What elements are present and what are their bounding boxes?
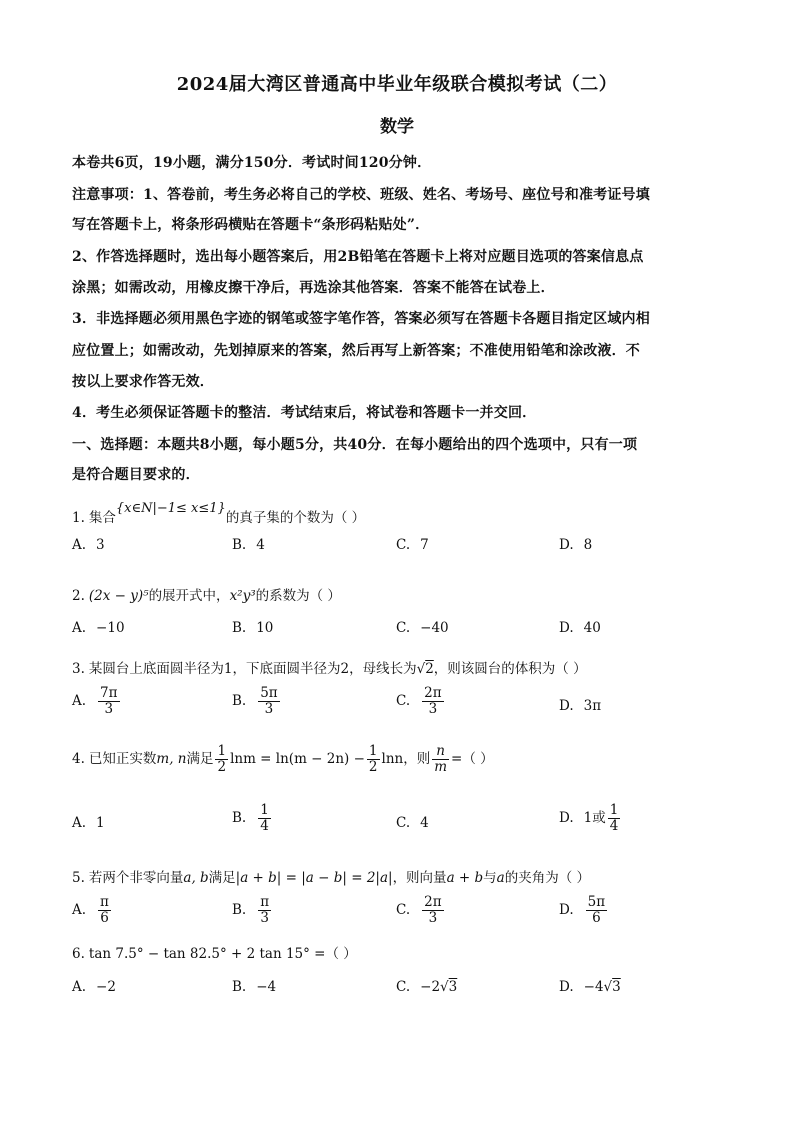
option-value: −4 xyxy=(583,979,604,995)
option-a[interactable] xyxy=(72,979,116,995)
option-c[interactable] xyxy=(396,537,429,553)
denominator: 4 xyxy=(609,817,619,834)
option-value: 1 xyxy=(96,815,105,831)
numerator: 2π xyxy=(424,685,442,701)
option-label: C. xyxy=(396,620,411,636)
numerator: 2π xyxy=(424,894,442,910)
question-text: 满足 xyxy=(186,750,214,767)
fraction xyxy=(432,744,449,775)
option-label: A. xyxy=(72,901,87,918)
question-2 xyxy=(72,584,722,604)
note-line: 涂黑；如需改动，用橡皮擦干净后，再选涂其他答案．答案不能答在试卷上． xyxy=(72,280,555,296)
option-d[interactable] xyxy=(559,895,609,926)
denominator: 3 xyxy=(264,700,274,717)
sqrt-value: 2 xyxy=(425,661,434,677)
denominator: 6 xyxy=(592,909,601,926)
option-label: C. xyxy=(396,692,411,709)
option-label: C. xyxy=(396,979,411,995)
option-value: 1或 xyxy=(583,809,606,826)
question-text: 的展开式中， xyxy=(148,588,230,604)
sqrt-value: 3 xyxy=(448,979,458,995)
question-5 xyxy=(72,866,722,886)
question-text: 某圆台上底面圆半径为1，下底面圆半径为2，母线长为 xyxy=(88,661,417,677)
option-a[interactable] xyxy=(72,620,125,636)
option-value: −2 xyxy=(96,979,116,995)
fraction xyxy=(258,803,271,834)
numerator: 1 xyxy=(260,802,269,818)
note-line: 注意事项：1、答卷前，考生务必将自己的学校、班级、姓名、考场号、座位号和准考证号填 xyxy=(72,187,650,203)
denominator: 3 xyxy=(104,700,114,717)
denominator: 2 xyxy=(368,758,378,775)
math-expression: a, b xyxy=(183,870,209,886)
note-line: 2、作答选择题时，选出每小题答案后，用2B铅笔在答题卡上将对应题目选项的答案信息点 xyxy=(72,249,644,265)
option-c[interactable] xyxy=(396,895,446,926)
option-b[interactable] xyxy=(232,686,282,717)
option-b[interactable] xyxy=(232,620,273,636)
question-text: 满足 xyxy=(208,870,236,886)
option-label: B. xyxy=(232,620,247,636)
option-value: −40 xyxy=(420,620,449,636)
exam-title: 2024届大湾区普通高中毕业年级联合模拟考试（二） xyxy=(176,74,618,95)
option-label: B. xyxy=(232,901,247,918)
fraction xyxy=(215,744,228,775)
question-text: 的夹角为（ ） xyxy=(504,870,591,886)
question-text: =（ ） xyxy=(451,750,494,767)
numerator: 1 xyxy=(217,743,227,759)
options-2 xyxy=(72,620,722,660)
numerator: 5π xyxy=(260,685,278,701)
option-value: −4 xyxy=(256,979,277,995)
sqrt-icon: √ xyxy=(416,661,426,677)
fraction xyxy=(422,895,443,926)
math-expression: tan 7.5° − tan 82.5° + 2 tan 15° = xyxy=(88,946,326,962)
note-line: 写在答题卡上，将条形码横贴在答题卡“条形码粘贴处”． xyxy=(72,217,430,233)
option-c[interactable] xyxy=(396,815,429,831)
question-number: 4. xyxy=(72,750,85,767)
math-expression: |a + b| = |a − b| = 2|a| xyxy=(235,870,393,886)
option-d[interactable] xyxy=(559,979,621,995)
option-a[interactable] xyxy=(72,895,113,926)
option-b[interactable] xyxy=(232,895,273,926)
denominator: 4 xyxy=(260,817,269,834)
option-label: A. xyxy=(72,815,87,831)
section-heading: 一、选择题：本题共8小题，每小题5分，共40分．在每小题给出的四个选项中，只有一项 xyxy=(72,437,638,453)
option-value: 7 xyxy=(420,537,429,553)
option-d[interactable] xyxy=(559,698,601,714)
denominator: 3 xyxy=(428,909,438,926)
option-value: 10 xyxy=(256,620,274,636)
option-label: C. xyxy=(396,537,411,553)
option-label: A. xyxy=(72,979,87,995)
option-value: 3 xyxy=(96,537,105,553)
option-value: 40 xyxy=(583,620,601,636)
option-b[interactable] xyxy=(232,979,276,995)
denominator: 3 xyxy=(260,909,269,926)
option-label: C. xyxy=(396,901,411,918)
numerator: n xyxy=(432,744,449,760)
note-line: 应位置上；如需改动，先划掉原来的答案，然后再写上新答案；不准使用铅笔和涂改液．不 xyxy=(72,343,640,359)
question-number: 2. xyxy=(72,588,85,604)
math-expression: a + b xyxy=(446,870,484,886)
option-value: −10 xyxy=(96,620,125,636)
option-label: B. xyxy=(232,537,247,553)
sqrt-value: 3 xyxy=(612,979,621,995)
math-expression: lnn，则 xyxy=(381,750,431,767)
denominator: 6 xyxy=(100,909,109,926)
option-label: D. xyxy=(559,809,574,826)
note-line: 3．非选择题必须用黑色字迹的钢笔或签字笔作答，答案必须写在答题卡各题目指定区域内相 xyxy=(72,311,650,327)
question-text: 与 xyxy=(483,870,497,886)
options-5 xyxy=(72,895,722,935)
option-label: B. xyxy=(232,692,247,709)
question-text: 的系数为（ ） xyxy=(255,588,341,604)
numerator: 1 xyxy=(368,743,378,759)
options-6 xyxy=(72,979,722,1019)
denominator: 2 xyxy=(217,758,227,775)
option-label: A. xyxy=(72,692,87,709)
option-label: D. xyxy=(559,620,574,636)
math-expression: (2x − y)⁵ xyxy=(88,588,149,604)
option-a[interactable] xyxy=(72,815,105,831)
option-label: D. xyxy=(559,698,574,714)
fraction xyxy=(367,744,380,775)
math-expression: lnm = ln(m − 2n) − xyxy=(230,750,365,767)
fraction xyxy=(608,803,621,834)
numerator: 5π xyxy=(587,894,606,910)
option-b[interactable] xyxy=(232,537,265,553)
numerator: π xyxy=(260,894,270,910)
question-text: ，则该圆台的体积为（ ） xyxy=(433,661,587,677)
option-c[interactable] xyxy=(396,979,457,995)
numerator: π xyxy=(100,894,109,910)
option-a[interactable] xyxy=(72,686,122,717)
fraction xyxy=(98,895,111,926)
option-label: D. xyxy=(559,979,574,995)
question-1 xyxy=(72,501,722,526)
math-expression: a xyxy=(496,870,505,886)
subject-title: 数学 xyxy=(380,117,414,137)
question-text: （ ） xyxy=(325,946,357,962)
options-1 xyxy=(72,537,722,577)
question-text: 若两个非零向量 xyxy=(88,870,184,886)
option-value: −2 xyxy=(420,979,441,995)
fraction xyxy=(258,895,271,926)
option-label: C. xyxy=(396,815,411,831)
denominator: m xyxy=(434,758,448,775)
fraction xyxy=(422,686,443,717)
sqrt-icon: √ xyxy=(440,979,449,995)
option-a[interactable] xyxy=(72,537,105,553)
question-4 xyxy=(72,744,722,775)
option-label: D. xyxy=(559,901,574,918)
question-text: 已知正实数 xyxy=(88,750,157,767)
options-4 xyxy=(72,803,722,843)
question-number: 5. xyxy=(72,870,85,886)
option-label: A. xyxy=(72,620,87,636)
question-text: 的真子集的个数为（ ） xyxy=(225,510,366,526)
question-number: 6. xyxy=(72,946,85,962)
numerator: 1 xyxy=(609,802,619,818)
option-value: 4 xyxy=(256,537,265,553)
option-label: A. xyxy=(72,537,87,553)
fraction xyxy=(586,895,607,926)
math-expression: x²y³ xyxy=(229,588,256,604)
option-label: B. xyxy=(232,809,247,826)
option-value: 8 xyxy=(583,537,593,553)
option-b[interactable] xyxy=(232,803,273,834)
denominator: 3 xyxy=(428,700,438,717)
option-d[interactable] xyxy=(559,537,592,553)
option-c[interactable] xyxy=(396,686,446,717)
option-c[interactable] xyxy=(396,620,449,636)
question-number: 1. xyxy=(72,510,85,526)
note-line: 按以上要求作答无效． xyxy=(72,374,214,390)
fraction xyxy=(258,686,279,717)
option-value: 3π xyxy=(583,698,602,714)
option-label: B. xyxy=(232,979,247,995)
option-value: 4 xyxy=(420,815,429,831)
option-label: D. xyxy=(559,537,574,553)
options-3 xyxy=(72,686,722,726)
sqrt-icon: √ xyxy=(603,979,613,995)
option-d[interactable] xyxy=(559,620,601,636)
note-line: 4．考生必须保证答题卡的整洁．考试结束后，将试卷和答题卡一并交回． xyxy=(72,405,537,421)
option-d[interactable] xyxy=(559,803,622,834)
math-expression: m, n xyxy=(156,750,187,767)
question-3 xyxy=(72,657,722,677)
question-text: ，则向量 xyxy=(392,870,447,886)
fraction xyxy=(98,686,119,717)
note-line: 本卷共6页，19小题，满分150分．考试时间120分钟． xyxy=(72,155,432,171)
section-heading: 是符合题目要求的． xyxy=(72,467,200,483)
numerator: 7π xyxy=(100,685,118,701)
question-6 xyxy=(72,942,722,962)
question-text: 集合 xyxy=(88,510,116,526)
math-expression: {x∈N|−1≤ x≤1} xyxy=(115,501,226,516)
question-number: 3. xyxy=(72,661,85,677)
